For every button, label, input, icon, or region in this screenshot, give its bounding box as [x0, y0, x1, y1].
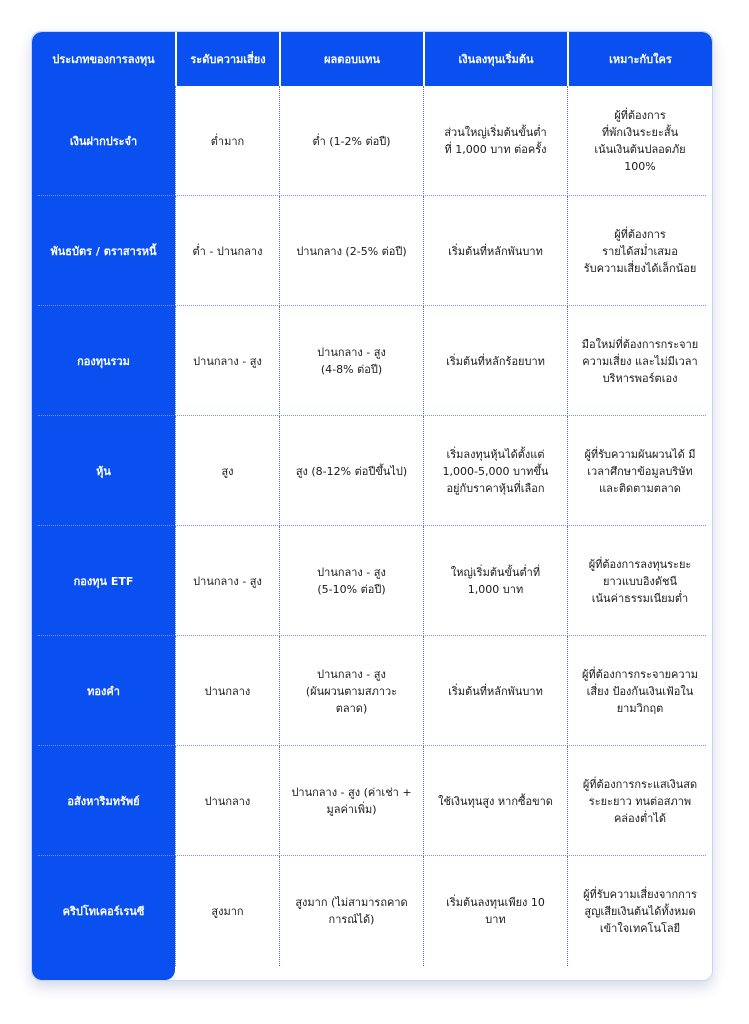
- cell-risk-level: ต่ำมาก: [175, 86, 279, 196]
- cell-initial-investment: เริ่มต้นที่หลักพันบาท: [423, 636, 567, 746]
- cell-initial-investment: เริ่มต้นที่หลักร้อยบาท: [423, 306, 567, 416]
- table-row: [32, 196, 712, 306]
- cell-return: ปานกลาง (2-5% ต่อปี): [279, 196, 423, 306]
- header-investment-type: ประเภทของการลงทุน: [52, 53, 155, 66]
- cell-suitable-for: ผู้ที่ต้องการลงทุนระยะ ยาวแบบอิงดัชนี เน้นค่าธรรมเนียมต่ำ: [567, 526, 712, 636]
- cell-initial-investment: ใหญ่เริ่มต้นขั้นต่ำที่ 1,000 บาท: [423, 526, 567, 636]
- cell-risk-level: สูง: [175, 416, 279, 526]
- cell-initial-investment: ส่วนใหญ่เริ่มต้นขั้นต่ำ ที่ 1,000 บาท ต่อครั้ง: [423, 86, 567, 196]
- table-row: [32, 306, 712, 416]
- header-return: ผลตอบแทน: [279, 32, 423, 86]
- cell-suitable-for: ผู้ที่รับความเสี่ยงจากการ สูญเสียเงินต้นได้ทั้งหมด เข้าใจเทคโนโลยี: [567, 856, 712, 966]
- cell-return: ปานกลาง - สูง (ค่าเช่า + มูลค่าเพิ่ม): [279, 746, 423, 856]
- cell-suitable-for: ผู้ที่ต้องการกระแสเงินสด ระยะยาว ทนต่อสภาพ คล่องต่ำได้: [567, 746, 712, 856]
- cell-return: สูงมาก (ไม่สามารถคาด การณ์ได้): [279, 856, 423, 966]
- cell-suitable-for: ผู้ที่ต้องการกระจายความ เสี่ยง ป้องกันเงินเฟ้อใน ยามวิกฤต: [567, 636, 712, 746]
- investment-comparison-table: [31, 31, 713, 981]
- cell-risk-level: ปานกลาง: [175, 636, 279, 746]
- header-initial-investment: เงินลงทุนเริ่มต้น: [423, 32, 567, 86]
- table-row: [32, 636, 712, 746]
- cell-investment-type: ทองคำ: [87, 684, 120, 698]
- cell-return: ปานกลาง - สูง (4-8% ต่อปี): [279, 306, 423, 416]
- cell-risk-level: สูงมาก: [175, 856, 279, 966]
- cell-initial-investment: ใช้เงินทุนสูง หากซื้อขาด: [423, 746, 567, 856]
- cell-suitable-for: ผู้ที่ต้องการ รายได้สม่ำเสมอ รับความเสี่ยงได้เล็กน้อย: [567, 196, 712, 306]
- table-body: [32, 86, 712, 966]
- cell-risk-level: ปานกลาง: [175, 746, 279, 856]
- table-header: [32, 32, 712, 86]
- table-row: [32, 526, 712, 636]
- cell-investment-type: หุ้น: [96, 464, 111, 478]
- cell-suitable-for: ผู้ที่รับความผันผวนได้ มี เวลาศึกษาข้อมูลบริษัท และติดตามตลาด: [567, 416, 712, 526]
- cell-suitable-for: มือใหม่ที่ต้องการกระจาย ความเสี่ยง และไม่มีเวลา บริหารพอร์ตเอง: [567, 306, 712, 416]
- cell-return: สูง (8-12% ต่อปีขึ้นไป): [279, 416, 423, 526]
- cell-initial-investment: เริ่มลงทุนหุ้นได้ตั้งแต่ 1,000-5,000 บาทขึ้น อยู่กับราคาหุ้นที่เลือก: [423, 416, 567, 526]
- cell-risk-level: ปานกลาง - สูง: [175, 306, 279, 416]
- cell-investment-type: เงินฝากประจำ: [69, 134, 138, 148]
- cell-investment-type: อสังหาริมทรัพย์: [67, 794, 140, 808]
- cell-return: ปานกลาง - สูง (5-10% ต่อปี): [279, 526, 423, 636]
- cell-investment-type: กองทุน ETF: [73, 574, 134, 588]
- cell-risk-level: ต่ำ - ปานกลาง: [175, 196, 279, 306]
- cell-return: ต่ำ (1-2% ต่อปี): [279, 86, 423, 196]
- cell-investment-type: พันธบัตร / ตราสารหนี้: [50, 244, 157, 258]
- cell-return: ปานกลาง - สูง (ผันผวนตามสภาวะ ตลาด): [279, 636, 423, 746]
- cell-suitable-for: ผู้ที่ต้องการ ที่พักเงินระยะสั้น เน้นเงินต้นปลอดภัย 100%: [567, 86, 712, 196]
- table-row: [32, 416, 712, 526]
- table-row: [32, 856, 712, 966]
- cell-risk-level: ปานกลาง - สูง: [175, 526, 279, 636]
- header-risk-level: ระดับความเสี่ยง: [175, 32, 279, 86]
- cell-initial-investment: เริ่มต้นลงทุนเพียง 10 บาท: [423, 856, 567, 966]
- cell-initial-investment: เริ่มต้นที่หลักพันบาท: [423, 196, 567, 306]
- cell-investment-type: คริปโทเคอร์เรนซี: [62, 904, 145, 918]
- table-row: [32, 746, 712, 856]
- header-suitable-for: เหมาะกับใคร: [567, 32, 712, 86]
- cell-investment-type: กองทุนรวม: [77, 354, 130, 368]
- table-row: [32, 86, 712, 196]
